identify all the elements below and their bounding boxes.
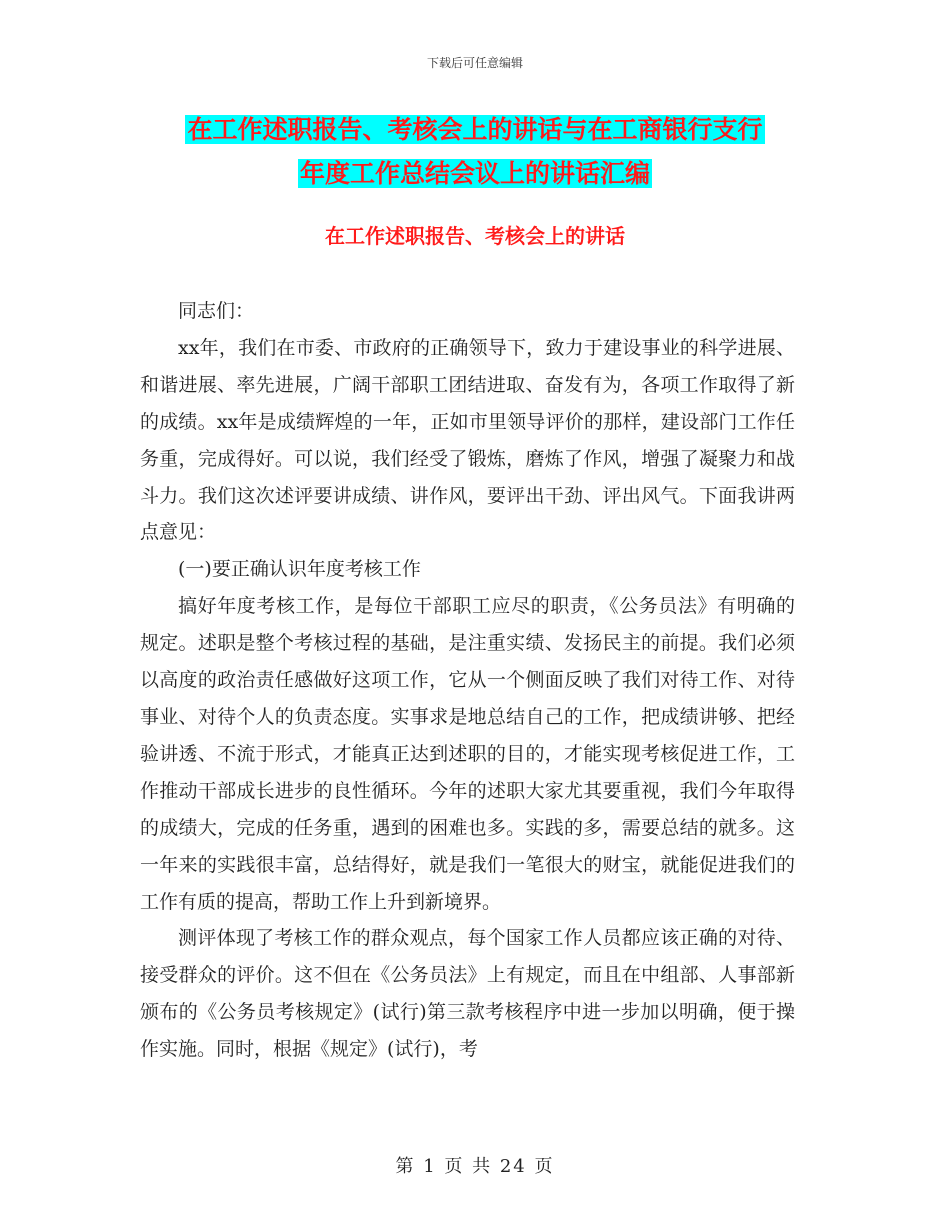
paragraph-salutation: 同志们： — [178, 300, 255, 322]
document-title-line-1 — [140, 112, 810, 148]
title-highlight-2: 年度工作总结会议上的讲话汇编 — [299, 159, 650, 188]
body-text — [140, 293, 795, 1068]
document-title-line-2 — [140, 156, 810, 192]
paragraph: xx年，我们在市委、市政府的正确领导下，致力于建设事业的科学进展、和谐进展、率先进展，广阔干部职工团结进取、奋发有为，各项工作取得了新的成绩。xx年是成绩辉煌的一年，正如市里领导评价的那样，建设部门工作任务重，完成得好。可以说，我们经受了锻炼，磨炼了作风，增强了凝聚力和战斗力。我们这次述评要讲成绩、讲作风，要评出干劲、评出风气。下面我讲两点意见： — [140, 336, 795, 544]
paragraph-subheading: (一)要正确认识年度考核工作 — [178, 558, 421, 581]
page-header-note: 下载后可任意编辑 — [426, 56, 523, 70]
paragraph: 测评体现了考核工作的群众观点，每个国家工作人员都应该正确的对待、接受群众的评价。这不但在《公务员法》上有规定，而且在中组部、人事部新颁布的《公务员考核规定》(试行)第三款考核程序中进一步加以明确，便于操作实施。同时，根据《规定》(试行)，考 — [140, 927, 795, 1061]
section-title: 在工作述职报告、考核会上的讲话 — [325, 224, 625, 248]
paragraph: 搞好年度考核工作，是每位干部职工应尽的职责，《公务员法》有明确的规定。述职是整个考核过程的基础，是注重实绩、发扬民主的前提。我们必须以高度的政治责任感做好这项工作，它从一个侧面反映了我们对待工作、对待事业、对待个人的负责态度。实事求是地总结自己的工作，把成绩讲够、把经验讲透、不流于形式，才能真正达到述职的目的，才能实现考核促进工作，工作推动干部成长进步的良性循环。今年的述职大家尤其要重视，我们今年取得的成绩大，完成的任务重，遇到的困难也多。实践的多，需要总结的就多。这一年来的实践很丰富，总结得好，就是我们一笔很大的财宝，就能促进我们的工作有质的提高，帮助工作上升到新境界。 — [140, 595, 795, 913]
page-footer: 第 1 页 共 24 页 — [395, 1156, 555, 1177]
title-highlight-1: 在工作述职报告、考核会上的讲话与在工商银行支行 — [187, 115, 763, 144]
